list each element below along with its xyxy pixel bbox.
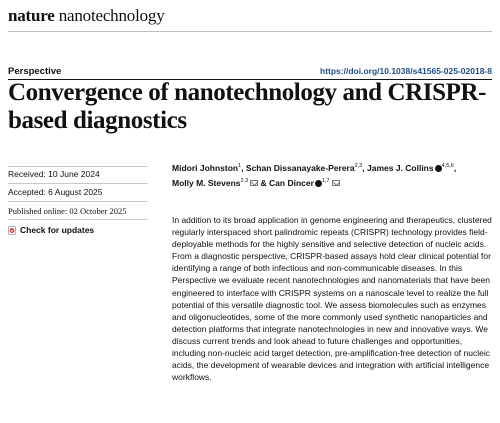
- dates-divider-2: [8, 201, 148, 202]
- check-updates-label: Check for updates: [20, 225, 95, 235]
- article-title: Convergence of nanotechnology and CRISPR-based diagnostics: [8, 79, 487, 134]
- abstract: In addition to its broad application in genome engineering and therapeutics, clustered regularly interspaced short palindromic repeats (CRISPR) technology provides field-deployable methods for the highly sensitive and selective detection of nucleic acids. From a diagnostic perspective, CRISPR-based assays hold clear clinical potential for identifying a range of both infectious and non-communicable diseases. In this Perspective we evaluate recent nanotechnologies and nanomaterials that have been engineered to interface with CRISPR systems on a nanoscale level to realize the full potential of this versatile diagnostic tool. We assess biomolecules such as enzymes and oligonucleotides, some of the more commonly used synthetic nanoparticles and detection platforms that integrate nanotechnologies in new and innovative ways. We discuss current trends and look ahead to future challenges and opportunities, including non-nucleic acid target detection, pre-amplification-free detection of nucleic acids, the development of wearable devices and integration with artificial intelligence workflows.: [172, 215, 492, 383]
- published-date: Published online: 02 October 2025: [8, 206, 127, 216]
- article-type: Perspective: [8, 66, 62, 77]
- author-affiliation: 1,7: [321, 177, 330, 184]
- header-divider: [8, 31, 492, 32]
- author-affiliation: 2,3: [240, 177, 249, 184]
- author-affiliation: 4,5,6: [441, 163, 454, 169]
- email-icon[interactable]: [250, 180, 258, 186]
- author-list: Midori Johnston$^1$, Schan Dissanayake-Perera$^{2,3}$, James J. Collins $^{4,5,6}$, Molly M. Stevens$^{2,3}$ & Can Dincer $^{1,7}$: [172, 162, 457, 188]
- received-date: Received: 10 June 2024: [8, 169, 100, 179]
- accepted-date: Accepted: 6 August 2025: [8, 187, 103, 197]
- author-affiliation: 2,3: [354, 163, 363, 169]
- email-icon[interactable]: [332, 180, 340, 186]
- dates-divider-1: [8, 183, 148, 184]
- check-for-updates-button[interactable]: [8, 225, 94, 235]
- doi-link[interactable]: https://doi.org/10.1038/s41565-025-02018-8: [320, 66, 492, 76]
- orcid-icon[interactable]: [315, 180, 322, 187]
- author-name[interactable]: Schan Dissanayake-Perera: [245, 162, 355, 173]
- author-affiliation: 1: [238, 163, 242, 169]
- author-name[interactable]: Midori Johnston: [172, 162, 239, 173]
- author-name[interactable]: Can Dincer: [269, 177, 314, 188]
- author-name[interactable]: Molly M. Stevens: [172, 177, 241, 188]
- journal-name: nature nanotechnology: [8, 6, 165, 25]
- dates-divider-top: [8, 166, 148, 167]
- check-updates-icon: [8, 226, 16, 235]
- author-name[interactable]: James J. Collins: [366, 162, 434, 173]
- dates-divider-3: [8, 219, 148, 220]
- orcid-icon[interactable]: [435, 165, 442, 172]
- author-and: &: [260, 177, 270, 188]
